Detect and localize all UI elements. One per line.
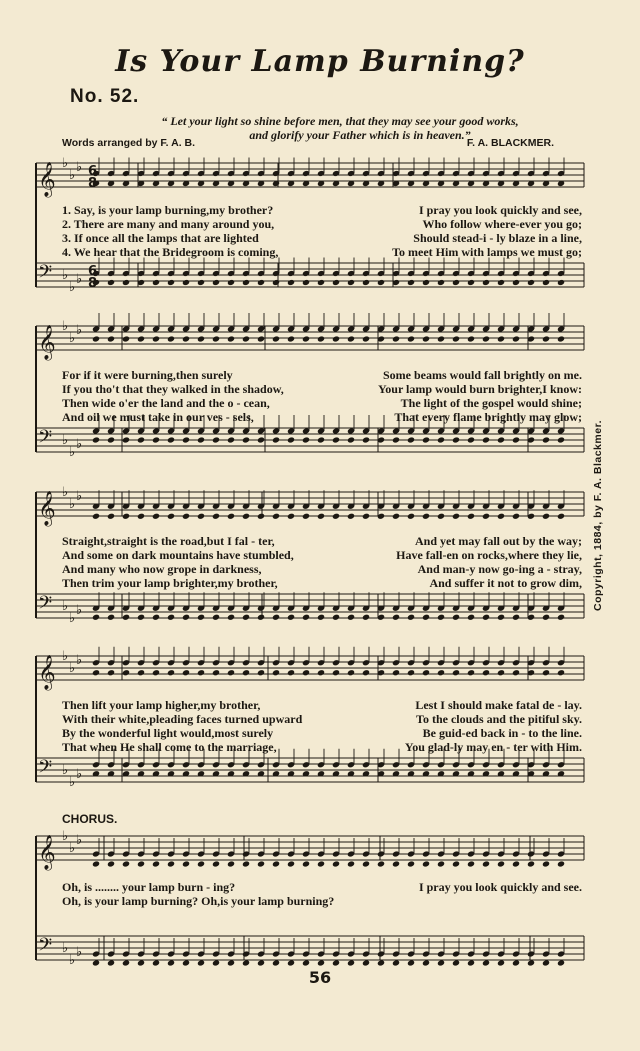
svg-text:♭: ♭ xyxy=(76,767,83,782)
svg-text:♭: ♭ xyxy=(62,649,69,664)
lyric-line: 3. If once all the lamps that are lighted Should stead-i - ly blaze in a line, xyxy=(62,231,582,245)
svg-text:♭: ♭ xyxy=(69,775,76,790)
svg-text:𝄢: 𝄢 xyxy=(38,935,53,960)
lyric-line: For if it were burning,then surely Some beams would fall brightly on me. xyxy=(62,368,582,382)
svg-text:♭: ♭ xyxy=(69,331,76,346)
svg-text:♭: ♭ xyxy=(69,497,76,512)
words-credit: Words arranged by F. A. B. xyxy=(62,137,196,149)
lyric-line: If you tho't that they walked in the shadow, Your lamp would burn brighter,I know: xyxy=(62,382,582,396)
lyric-line: 2. There are many and many around you, Who follow where-ever you go; xyxy=(62,217,582,231)
lyric-line: And many who now grope in darkness, And man-y now go-ing a - stray, xyxy=(62,562,582,576)
svg-text:♭: ♭ xyxy=(69,445,76,460)
composer-credit: F. A. BLACKMER. xyxy=(466,137,554,149)
hymn-title: Is Your Lamp Burning? xyxy=(115,44,525,79)
svg-text:♭: ♭ xyxy=(62,156,69,171)
svg-text:♭: ♭ xyxy=(76,489,83,504)
svg-text:♭: ♭ xyxy=(62,268,69,283)
page-number: 56 xyxy=(308,968,332,987)
svg-text:♭: ♭ xyxy=(76,272,83,287)
chorus-label: CHORUS. xyxy=(62,812,118,826)
svg-text:♭: ♭ xyxy=(69,611,76,626)
hymn-number: No. 52. xyxy=(70,86,140,107)
svg-text:♭: ♭ xyxy=(62,829,69,844)
svg-text:♭: ♭ xyxy=(69,841,76,856)
lyric-line: Oh, is ........ your lamp burn - ing? I pray you look quickly and see. xyxy=(62,880,582,894)
svg-text:𝄢: 𝄢 xyxy=(38,757,53,782)
svg-text:𝄢: 𝄢 xyxy=(38,593,53,618)
svg-text:8: 8 xyxy=(88,176,98,191)
lyric-line: Oh, is your lamp burning? Oh,is your lamp burning? xyxy=(62,894,335,908)
svg-text:♭: ♭ xyxy=(62,433,69,448)
svg-text:𝄞: 𝄞 xyxy=(38,655,56,690)
svg-text:♭: ♭ xyxy=(76,437,83,452)
lyric-line: Then wide o'er the land and the o - cean, The light of the gospel would shine; xyxy=(62,396,582,410)
lyric-line: Then lift your lamp higher,my brother, Lest I should make fatal de - lay. xyxy=(62,698,582,712)
copyright-notice: Copyright, 1884, by F. A. Blackmer. xyxy=(592,420,604,612)
svg-text:♭: ♭ xyxy=(62,319,69,334)
svg-text:♭: ♭ xyxy=(76,945,83,960)
lyric-line: 4. We hear that the Bridegroom is coming, To meet Him with lamps we must go; xyxy=(62,245,582,259)
svg-text:𝄞: 𝄞 xyxy=(38,162,56,197)
lyric-line: And oil we must take in our ves - sels, That every flame brightly may glow; xyxy=(62,410,582,424)
svg-text:6: 6 xyxy=(88,264,98,279)
epigraph-line-2: and glorify your Father which is in heaven.” xyxy=(249,128,471,142)
svg-text:♭: ♭ xyxy=(69,280,76,295)
svg-text:𝄞: 𝄞 xyxy=(38,491,56,526)
lyric-line: By the wonderful light would,most surely Be guid-ed back in - to the line. xyxy=(62,726,582,740)
svg-text:𝄞: 𝄞 xyxy=(38,325,56,360)
lyric-line: With their white,pleading faces turned upward To the clouds and the pitiful sky. xyxy=(62,712,582,726)
svg-text:𝄢: 𝄢 xyxy=(38,427,53,452)
svg-text:𝄞: 𝄞 xyxy=(38,835,56,870)
lyric-line: Straight,straight is the road,but I fal - ter, And yet may fall out by the way; xyxy=(62,534,582,548)
svg-text:♭: ♭ xyxy=(62,485,69,500)
svg-text:♭: ♭ xyxy=(69,661,76,676)
lyric-line: That when He shall come to the marriage, You glad-ly may en - ter with Him. xyxy=(62,740,582,754)
svg-text:♭: ♭ xyxy=(69,168,76,183)
lyric-line: Then trim your lamp brighter,my brother, And suffer it not to grow dim, xyxy=(62,576,582,590)
svg-text:♭: ♭ xyxy=(69,953,76,968)
svg-text:♭: ♭ xyxy=(76,160,83,175)
svg-text:♭: ♭ xyxy=(76,603,83,618)
svg-text:♭: ♭ xyxy=(62,941,69,956)
svg-text:♭: ♭ xyxy=(62,763,69,778)
svg-text:♭: ♭ xyxy=(76,323,83,338)
svg-text:♭: ♭ xyxy=(76,833,83,848)
svg-text:6: 6 xyxy=(88,164,98,179)
lyric-line: 1. Say, is your lamp burning,my brother? I pray you look quickly and see, xyxy=(62,203,582,217)
epigraph-line-1: “ Let your light so shine before men, that they may see your good works, xyxy=(161,114,519,128)
svg-text:♭: ♭ xyxy=(62,599,69,614)
svg-text:♭: ♭ xyxy=(76,653,83,668)
lyric-line: And some on dark mountains have stumbled, Have fall-en on rocks,where they lie, xyxy=(62,548,582,562)
svg-text:8: 8 xyxy=(88,276,98,291)
svg-text:𝄢: 𝄢 xyxy=(38,262,53,287)
